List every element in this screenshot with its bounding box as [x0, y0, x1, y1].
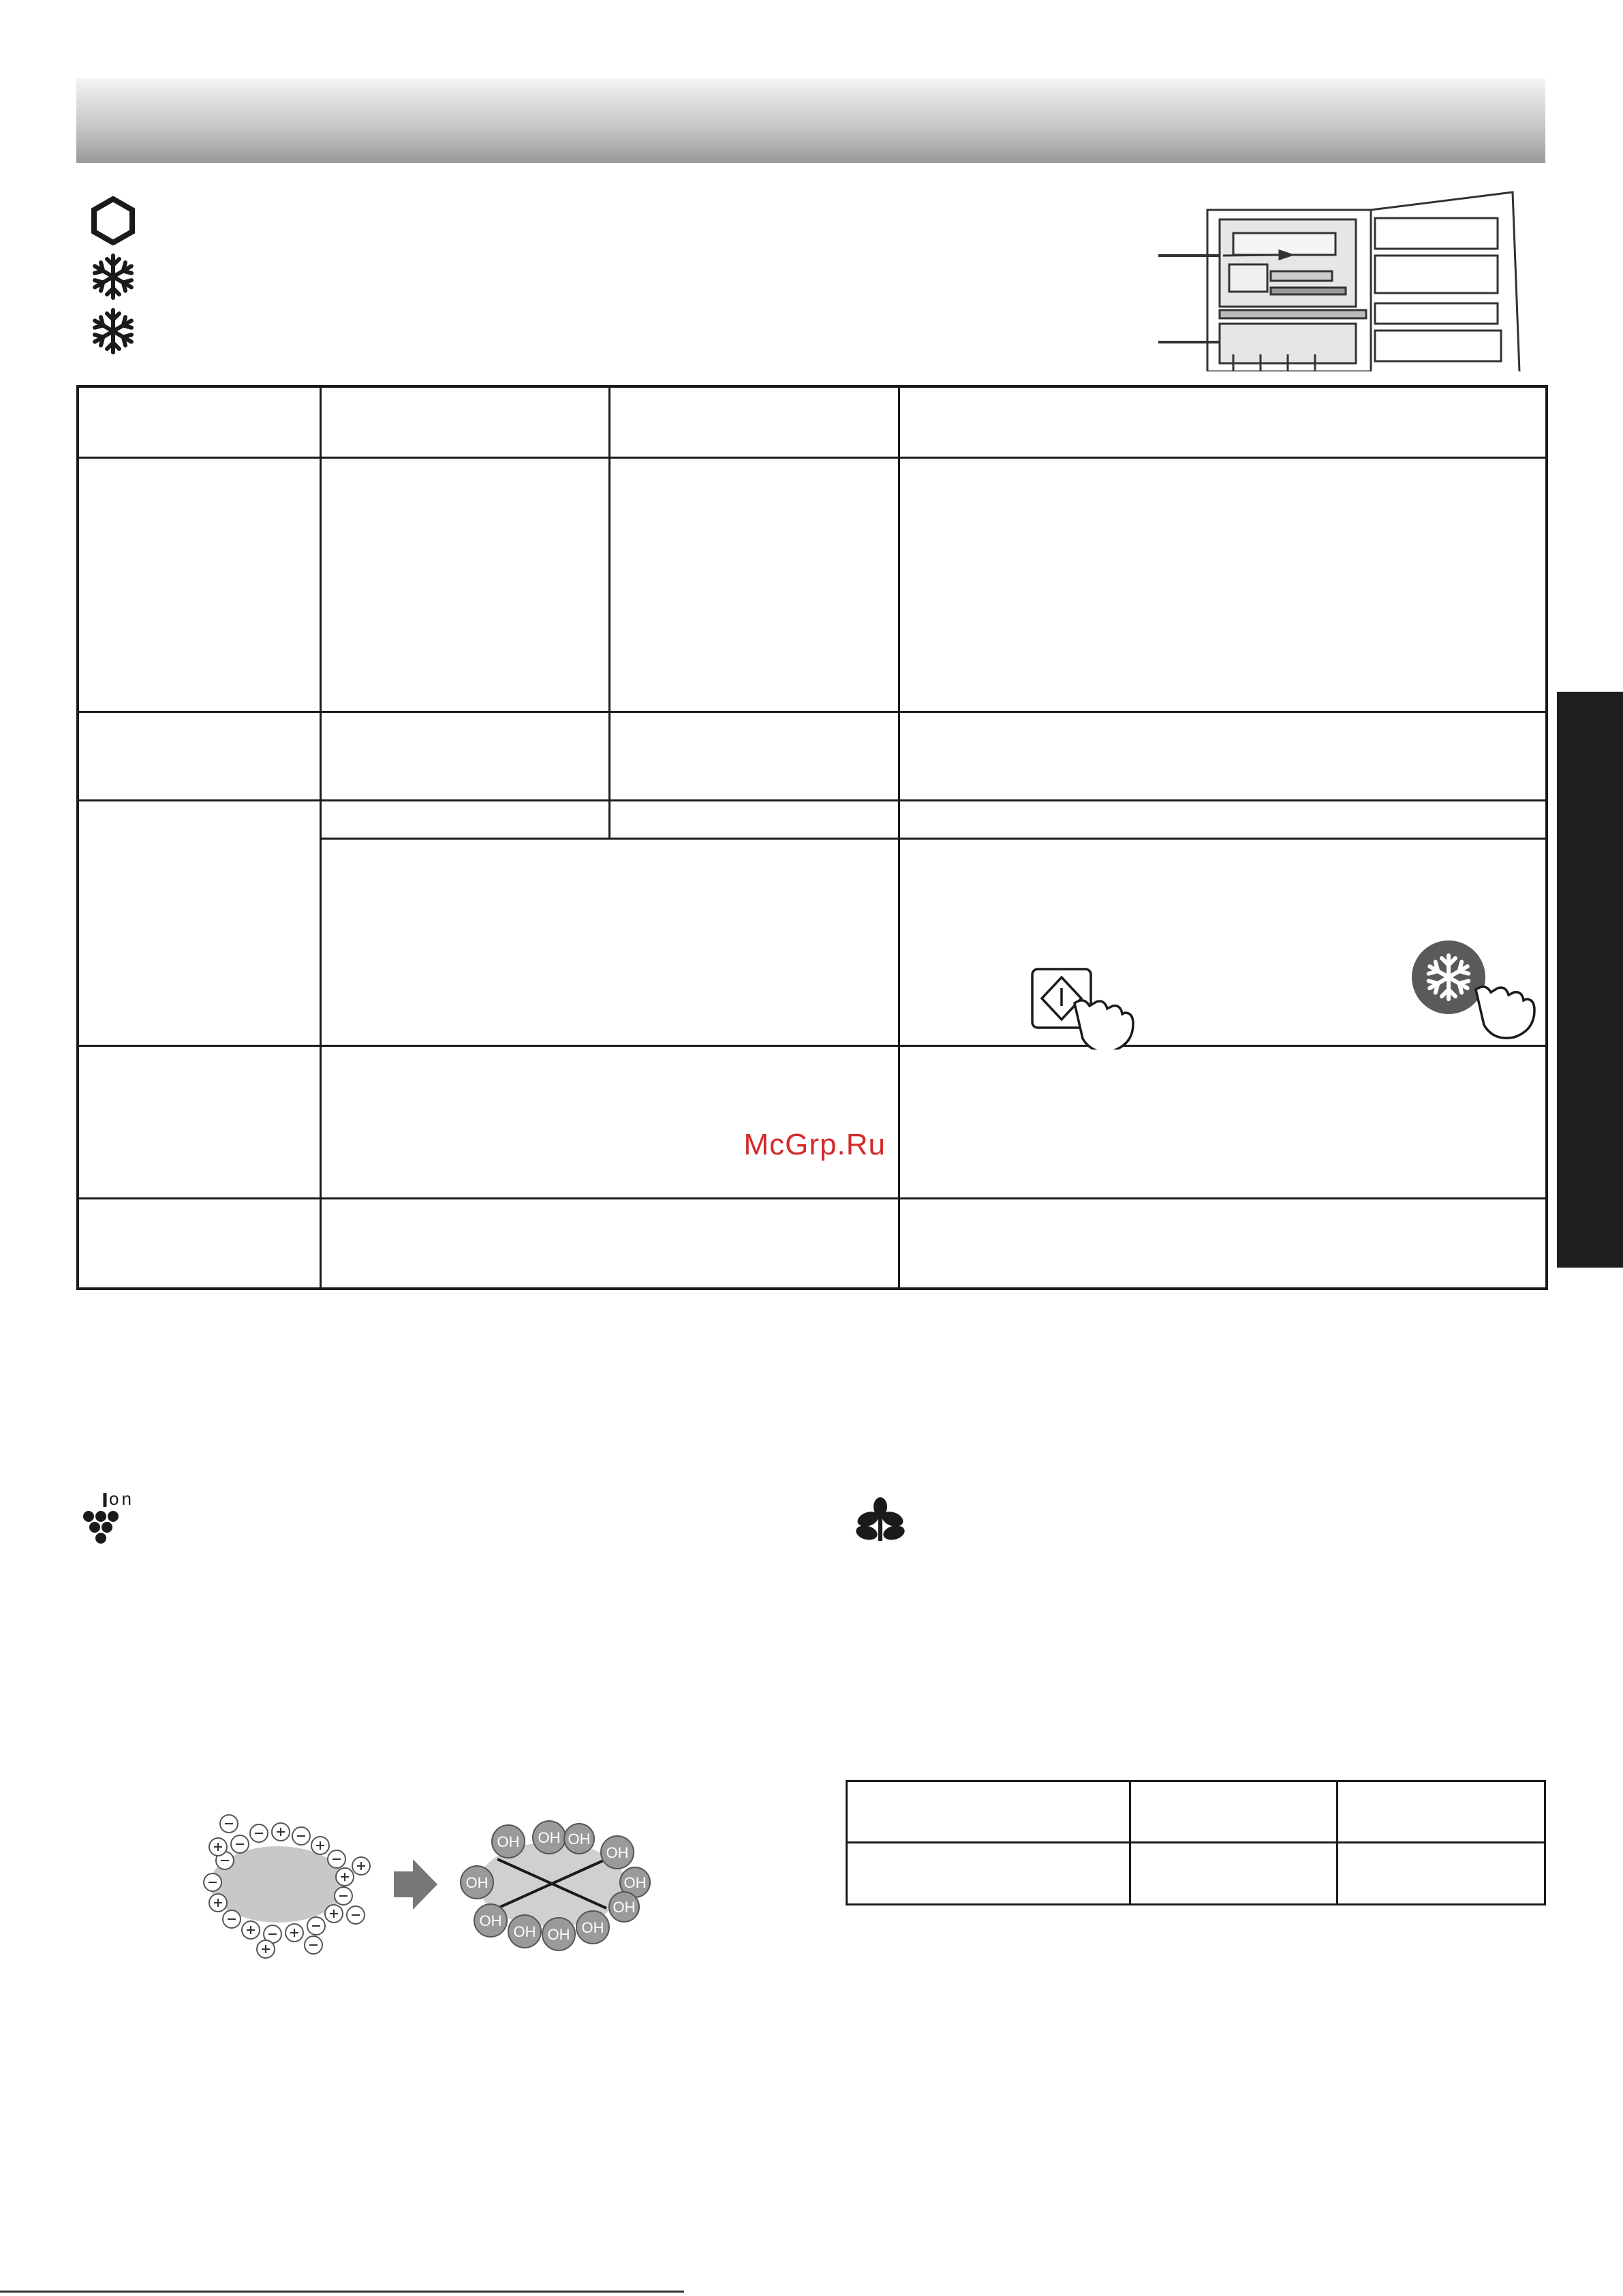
- oh-label: OH: [547, 1926, 570, 1943]
- table-rule: [76, 711, 1548, 713]
- table-rule: [1545, 385, 1548, 1290]
- table-rule: [76, 1287, 1548, 1290]
- section-side-tab: [1557, 692, 1623, 1268]
- table-rule: [76, 457, 1548, 459]
- oh-label: OH: [581, 1919, 604, 1936]
- table-rule: [76, 385, 1548, 388]
- oh-label: OH: [479, 1912, 502, 1929]
- table-rule: [76, 385, 79, 1290]
- snowflake-button-illustration: [1410, 939, 1540, 1045]
- watermark: McGrp.Ru: [743, 1128, 886, 1161]
- oh-label: OH: [465, 1874, 489, 1891]
- refrigerator-illustration: [1158, 184, 1526, 375]
- table-rule: [1336, 1780, 1338, 1905]
- table-rule: [846, 1780, 1546, 1782]
- table-rule: [1129, 1780, 1131, 1905]
- table-rule: [846, 1903, 1546, 1905]
- oh-label: OH: [568, 1831, 591, 1848]
- table-rule: [1544, 1780, 1546, 1905]
- table-rule: [320, 838, 1548, 840]
- snowflake-icon: [89, 252, 138, 305]
- hexagon-icon: [89, 196, 138, 249]
- oh-label: OH: [513, 1923, 536, 1940]
- oh-label: OH: [497, 1833, 520, 1850]
- footer-rule: [0, 2291, 684, 2293]
- table-rule: [898, 385, 900, 1290]
- table-rule: [76, 1197, 1548, 1199]
- oh-label: OH: [623, 1874, 647, 1891]
- ion-icon-label: on: [109, 1488, 134, 1509]
- table-rule: [846, 1841, 1546, 1843]
- table-rule: [76, 799, 1548, 801]
- table-rule: [76, 1045, 1548, 1047]
- snowflake-icon: [89, 307, 138, 359]
- ion-cleaning-diagram: [191, 1806, 668, 1966]
- leaf-icon: [853, 1496, 908, 1547]
- oh-label: OH: [606, 1844, 629, 1861]
- table-rule: [608, 385, 610, 840]
- table-rule: [320, 385, 322, 1290]
- table-rule: [846, 1780, 848, 1905]
- button-press-illustration: [1025, 961, 1141, 1053]
- oh-label: OH: [613, 1899, 636, 1916]
- section-header-bar: [76, 78, 1545, 163]
- oh-label: OH: [538, 1829, 561, 1846]
